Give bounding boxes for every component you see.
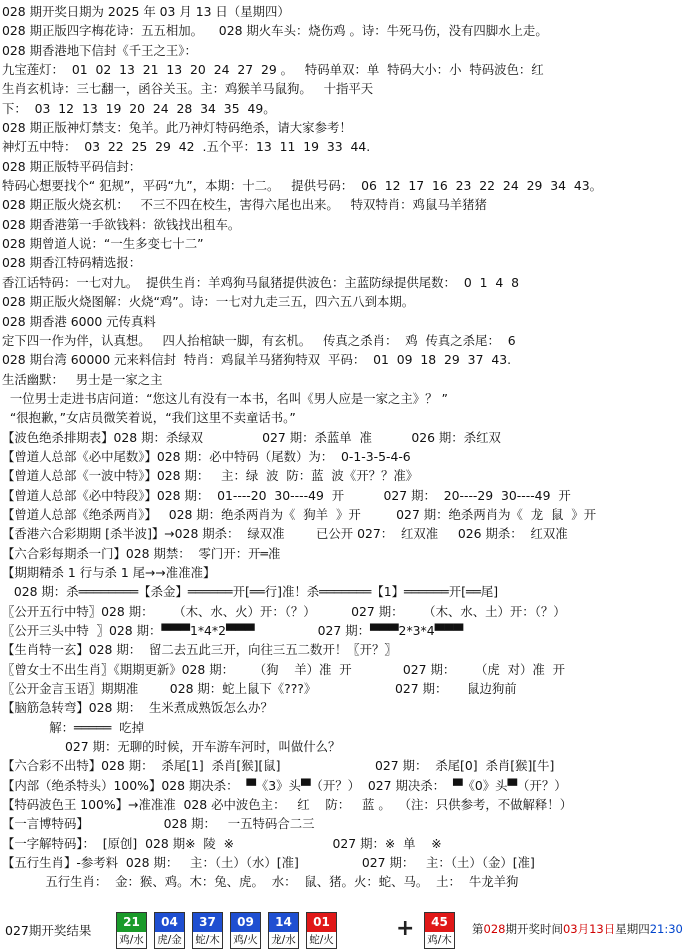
text-line: 九宝莲灯： 01 02 13 21 13 20 24 27 29 。 特码单双：单 特码大小：小 特码波色：红 <box>2 62 544 78</box>
text-line: 【特码波色王 100%】→准准准 028 必中波色主： 红 防： 蓝 。 （注：只供参考，不做解释！） <box>2 797 573 813</box>
status-weekday: 星期四 <box>615 922 650 936</box>
text-line: 一位男士走进书店问道：“您这儿有没有一本书，名叫《男人应是一家之主》？ ” <box>2 390 448 406</box>
text-line: 【一言博特码】 028 期： 一五特码合二三 <box>2 816 315 832</box>
ball-number: 37 <box>193 913 222 932</box>
text-line: 特码心想要找个“ 犯规”，平码“九”，本期：十二。 提供号码： 06 12 17 16 23 22 24 29 34 43。 <box>2 178 603 194</box>
text-line: 028 期正版火烧玄机： 不三不四在校生，害得六尾也出来。 特双特肖：鸡鼠马羊猪猪 <box>2 197 487 213</box>
text-line: 028 期曾道人说：“一生多变七十二” <box>2 236 204 252</box>
text-line: 生肖玄机诗：三七翻一，函谷关玉。主：鸡猴羊马鼠狗。 十指平天 <box>2 81 374 97</box>
ball-zodiac: 鸡/火 <box>233 934 258 946</box>
status-time: 21:30 <box>649 922 683 936</box>
next-draw-time <box>472 921 683 937</box>
text-line: 神灯五中特： 03 22 25 29 42 .五个平：13 11 19 33 44. <box>2 139 371 155</box>
text-line: 【生肖特一玄】028 期： 留二去五此三开，向往三五二数开！〖开？〗 <box>2 642 397 658</box>
ball-number: 04 <box>155 913 184 932</box>
lottery-ball <box>192 912 223 949</box>
draw-results-bar <box>0 910 688 950</box>
text-line: 〖公开五行中特〗028 期： （木、水、火）开：（？） 027 期： （木、水、土）开：（？） <box>2 603 566 619</box>
text-line: 【内部（绝杀特头）100%】028 期决杀： ▀《3》头▀（开？） 027 期决杀： ▀《0》头▀（开？） <box>2 777 567 793</box>
text-line: 下： 03 12 13 19 20 24 28 34 35 49。 <box>2 100 276 116</box>
ball-zodiac: 龙/水 <box>271 934 296 946</box>
text-line: 028 期开奖日期为 2025 年 03 月 13 日（星期四） <box>2 4 290 19</box>
ball-number: 21 <box>117 913 146 932</box>
text-line: 【脑筋急转弯】028 期： 生米煮成熟饭怎么办？ <box>2 700 273 716</box>
status-date: 03月13日 <box>562 922 616 936</box>
text-line: 【波色绝杀排期表】028 期：杀绿双 027 期：杀蓝单 准 026 期：杀红双 <box>2 429 501 445</box>
ball-zodiac: 蛇/火 <box>309 934 334 946</box>
lottery-ball <box>268 912 299 949</box>
text-line: 028 期正版特平码信封： <box>2 158 142 174</box>
lottery-ball <box>116 912 147 949</box>
text-line: 【六合彩不出特】028 期： 杀尾[1] 杀肖[猴][鼠] 027 期： 杀尾[0] 杀肖[猴][牛] <box>2 758 555 774</box>
text-line: 【曾道人总部《一波中特》】028 期： 主：绿 波 防：蓝 波《开？？准》 <box>2 468 419 484</box>
text-line: 〖曾女士不出生肖〗《期期更新》028 期： （狗 羊）准 开 027 期： （虎 对）准 开 <box>2 661 566 677</box>
text-line: 五行生肖： 金：猴、鸡。木：兔、虎。 水： 鼠、猪。火：蛇、马。 土： 牛龙羊狗 <box>2 874 519 890</box>
ball-number: 14 <box>269 913 298 932</box>
plus-sign: + <box>396 916 415 941</box>
text-line: 【曾道人总部《绝杀两肖》】 028 期：绝杀两肖为《 狗羊 》开 027 期：绝杀两肖为《 龙 鼠 》开 <box>2 506 597 522</box>
text-line: 028 期正版神灯禁支：兔羊。此乃神灯特码绝杀，请大家参考！ <box>2 120 352 136</box>
text-line: 定下四一作为伴，认真想。 四人抬棺缺一脚，有玄机。 传真之杀肖： 鸡 传真之杀尾： 6 <box>2 332 516 348</box>
text-line: “很抱歉，”女店员微笑着说，“我们这里不卖童话书。” <box>2 410 296 426</box>
text-line: 解：═════ 吃掉 <box>2 719 145 735</box>
text-line: 【五行生肖】-参考料 028 期： 主：（土）（水）[准] 027 期： 主：（土）（金）[准] <box>2 855 535 871</box>
document-body <box>0 2 688 892</box>
text-line: 028 期正版四字梅花诗：五五相加。 028 期火车头：烧伤鸡 。诗：牛死马伤，没有四脚水上走。 <box>2 23 548 39</box>
ball-zodiac: 蛇/木 <box>195 934 220 946</box>
text-line: 028 期台湾 60000 元来料信封 特肖：鸡鼠羊马猪狗特双 平码： 01 09 18 29 37 43. <box>2 352 512 368</box>
ball-number: 09 <box>231 913 260 932</box>
text-line: 【曾道人总部《必中尾数》】028 期：必中特码（尾数）为： 0-1-3-5-4-6 <box>2 448 411 464</box>
text-line: 〖公开金言玉语〗期期准 028 期：蛇上鼠下《???》 027 期： 鼠边狗前 <box>2 681 517 697</box>
text-line: 028 期正版火烧图解：火烧“鸡”。诗：一七对九走三五，四六五八到本期。 <box>2 294 415 310</box>
lottery-ball <box>424 912 455 949</box>
ball-zodiac: 虎/金 <box>157 934 182 946</box>
text-line: 027 期：无聊的时候，开车游车河时，叫做什么？ <box>2 739 341 755</box>
lottery-ball <box>306 912 337 949</box>
text-line: 【期期精杀 1 行与杀 1 尾→→准准准】 <box>2 564 216 580</box>
status-prefix: 第 <box>472 922 484 936</box>
lottery-ball <box>230 912 261 949</box>
text-line: 香江话特码：一七对九。 提供生肖：羊鸡狗马鼠猪提供波色：主蓝防绿提供尾数： 0 1 4 8 <box>2 274 519 290</box>
ball-zodiac: 鸡/水 <box>119 934 144 946</box>
status-issue: 028 <box>483 922 506 936</box>
text-line: 028 期：杀════════【杀金】══════开[══行]准！杀═══════【1】══════开[══尾] <box>2 584 499 600</box>
text-line: 028 期香港 6000 元传真料 <box>2 313 156 329</box>
text-line: 生活幽默： 男士是一家之主 <box>2 371 163 387</box>
text-line: 028 期香港地下信封《千王之王》： <box>2 42 197 58</box>
ball-number: 45 <box>425 913 454 932</box>
text-line: 【六合彩每期杀一门】028 期禁： 零门开：开═准 <box>2 545 281 561</box>
text-line: 〖公开三头中特 〗028 期：▀▀▀1*4*2▀▀▀ 027 期：▀▀▀2*3*4▀▀▀ <box>2 623 464 638</box>
text-line: 【香港六合彩期期 [杀半波]】→028 期杀： 绿双准 已公开 027： 红双准 026 期杀： 红双准 <box>2 526 568 542</box>
text-line: 【一字解特码】： [原创] 028 期※ 陵 ※ 027 期：※ 单 ※ <box>2 835 442 851</box>
ball-number: 01 <box>307 913 336 932</box>
lottery-ball <box>154 912 185 949</box>
text-line: 028 期香江特码精选报： <box>2 255 142 271</box>
status-mid: 期开奖时间 <box>505 922 563 936</box>
text-line: 028 期香港第一手欲钱料：欲钱找出租车。 <box>2 216 241 232</box>
draw-results-label: 027期开奖结果 <box>5 923 92 938</box>
ball-zodiac: 鸡/木 <box>427 934 452 946</box>
text-line: 【曾道人总部《必中特段》】028 期： 01----20 30----49 开 027 期： 20----29 30----49 开 <box>2 487 571 503</box>
